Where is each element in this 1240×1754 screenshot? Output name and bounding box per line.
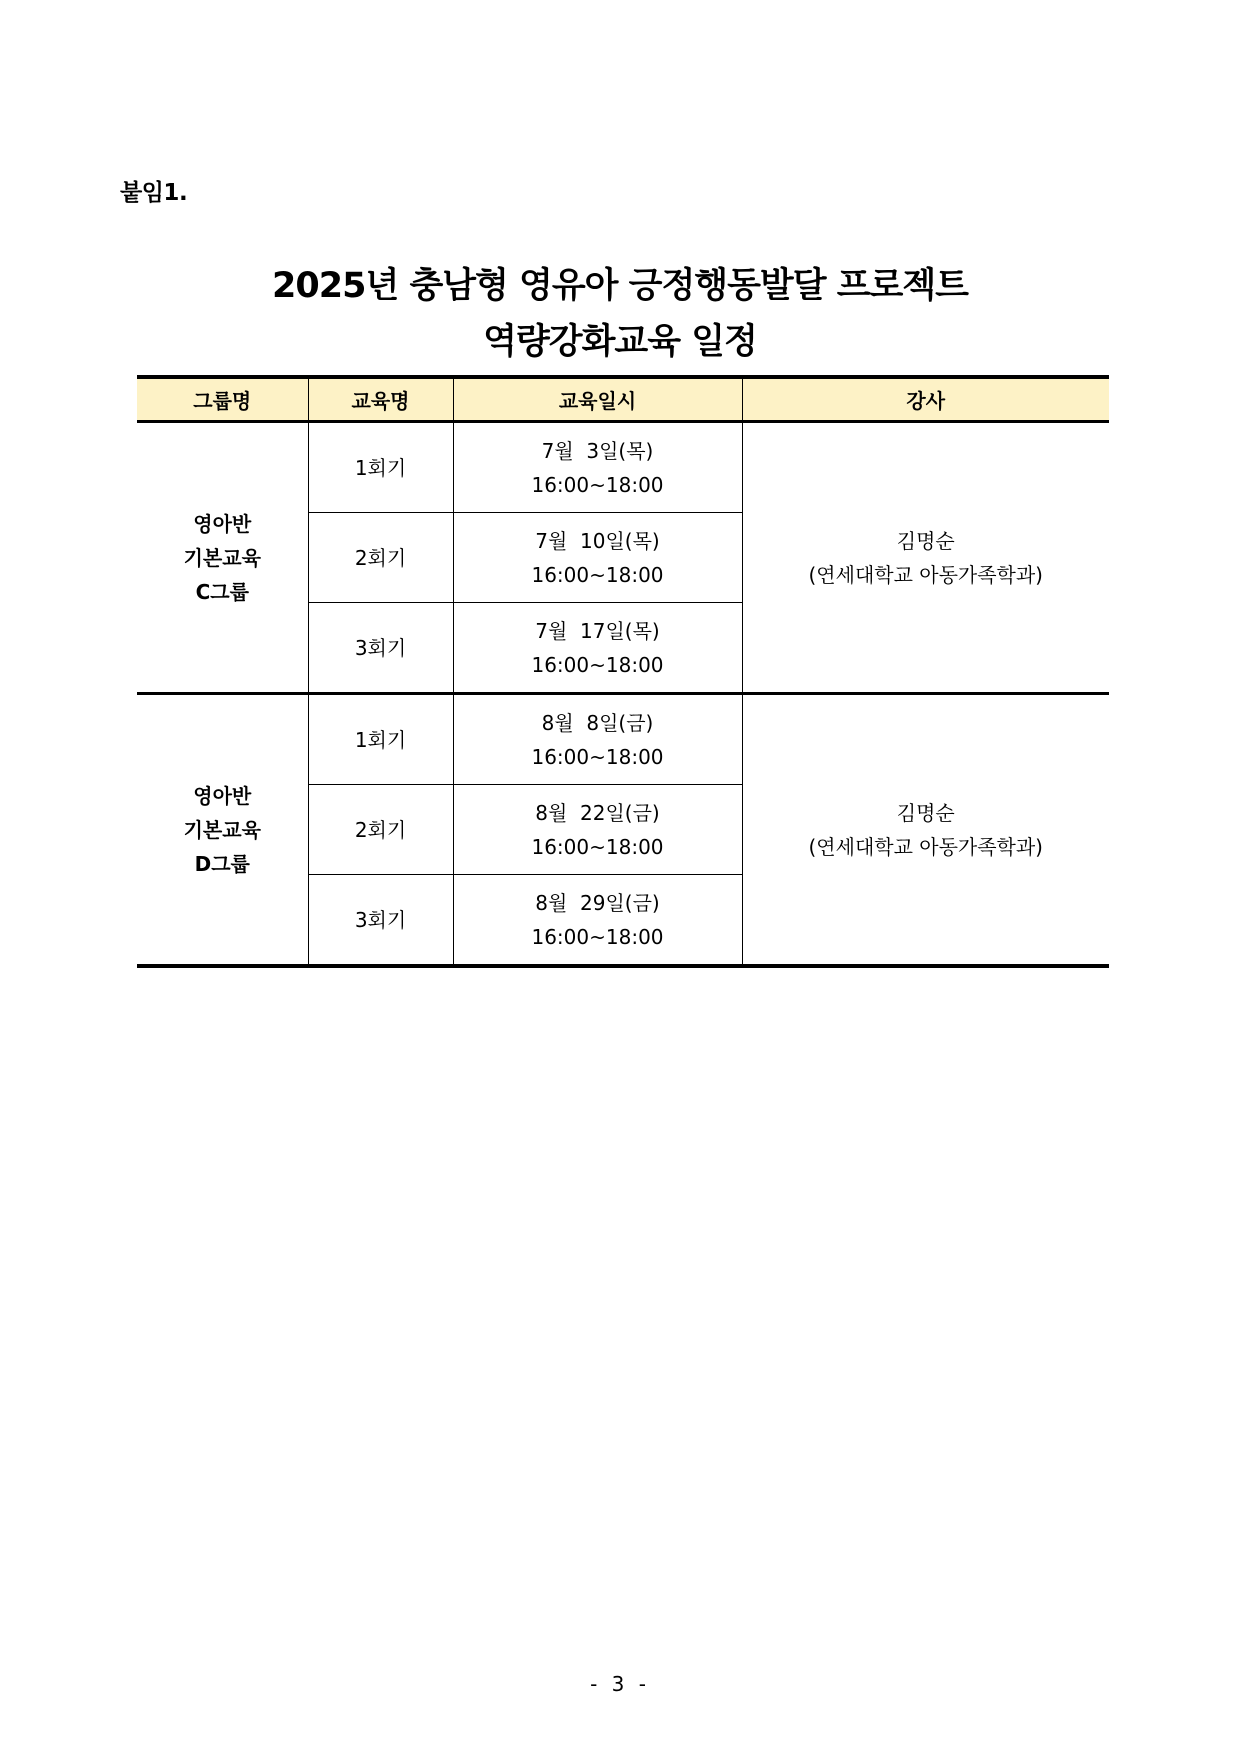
session-cell: 2회기 — [308, 785, 453, 875]
session-time: 16:00~18:00 — [531, 652, 664, 677]
datetime-cell — [453, 694, 742, 785]
session-date: 8월 29일(금) — [535, 890, 660, 915]
session-cell: 2회기 — [308, 513, 453, 603]
session-cell: 3회기 — [308, 603, 453, 694]
datetime-cell — [453, 422, 742, 513]
session-time: 16:00~18:00 — [531, 562, 664, 587]
table-header-row — [137, 377, 1109, 422]
session-cell: 3회기 — [308, 875, 453, 967]
datetime-cell — [453, 785, 742, 875]
session-time: 16:00~18:00 — [531, 924, 664, 949]
group-name-line: C그룹 — [195, 579, 249, 604]
title-line-2: 역량강화교육 일정 — [483, 322, 757, 362]
group-name-line: 영아반 — [193, 783, 252, 808]
header-datetime: 교육일시 — [453, 377, 742, 422]
schedule-table — [137, 375, 1109, 968]
instructor-affiliation: (연세대학교 아동가족학과) — [808, 834, 1043, 859]
table-row — [137, 694, 1109, 785]
session-date: 8월 22일(금) — [535, 800, 660, 825]
session-date: 8월 8일(금) — [541, 710, 654, 735]
title-line-1: 2025년 충남형 영유아 긍정행동발달 프로젝트 — [272, 266, 968, 306]
instructor-affiliation: (연세대학교 아동가족학과) — [808, 562, 1043, 587]
session-date: 7월 17일(목) — [535, 618, 660, 643]
header-group-name: 그룹명 — [137, 377, 308, 422]
session-time: 16:00~18:00 — [531, 744, 664, 769]
attachment-label: 붙임1. — [120, 180, 188, 206]
header-course-name: 교육명 — [308, 377, 453, 422]
datetime-cell — [453, 513, 742, 603]
session-date: 7월 3일(목) — [541, 438, 654, 463]
group-name-line: D그룹 — [194, 851, 250, 876]
page-number: - 3 - — [590, 1672, 650, 1696]
datetime-cell — [453, 875, 742, 967]
datetime-cell — [453, 603, 742, 694]
instructor-name: 김명순 — [896, 528, 955, 553]
group-name-line: 기본교육 — [183, 545, 261, 570]
header-instructor: 강사 — [742, 377, 1109, 422]
group-name-line: 영아반 — [193, 511, 252, 536]
group-cell — [137, 422, 308, 694]
session-time: 16:00~18:00 — [531, 472, 664, 497]
session-date: 7월 10일(목) — [535, 528, 660, 553]
instructor-cell — [742, 422, 1109, 694]
instructor-cell — [742, 694, 1109, 967]
group-name-line: 기본교육 — [183, 817, 261, 842]
session-cell: 1회기 — [308, 422, 453, 513]
session-cell: 1회기 — [308, 694, 453, 785]
group-cell — [137, 694, 308, 967]
table-row — [137, 422, 1109, 513]
session-time: 16:00~18:00 — [531, 834, 664, 859]
document-title — [0, 258, 1240, 370]
instructor-name: 김명순 — [896, 800, 955, 825]
